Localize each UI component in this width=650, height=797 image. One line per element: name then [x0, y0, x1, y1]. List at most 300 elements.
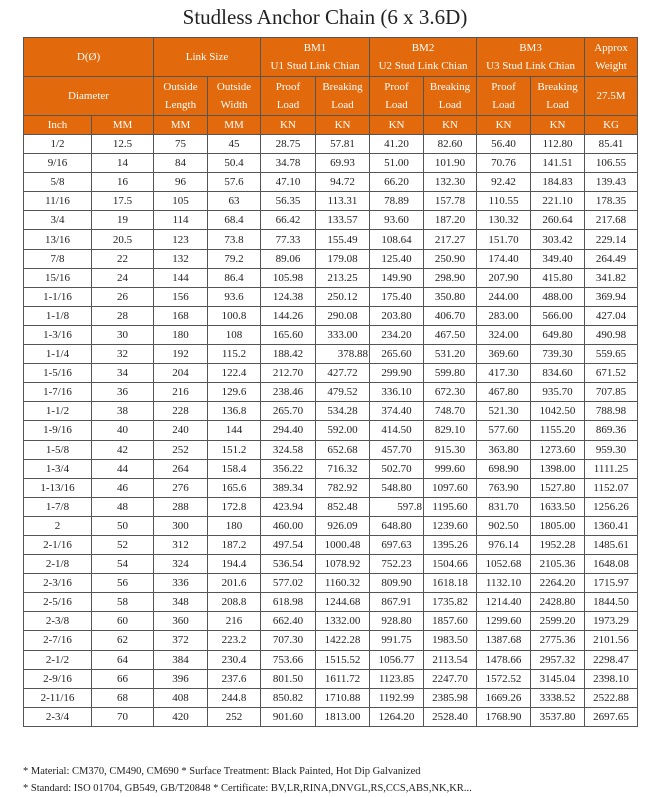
table-cell: 1844.50	[585, 593, 638, 612]
table-cell: 1983.50	[424, 631, 477, 650]
table-cell: 66.42	[261, 211, 316, 230]
table-cell: 672.30	[424, 383, 477, 402]
table-cell: 264	[154, 459, 208, 478]
table-row	[24, 249, 638, 268]
table-cell: 58	[92, 593, 154, 612]
table-cell: 2-3/4	[24, 707, 92, 726]
table-cell: 56	[92, 574, 154, 593]
table-row	[24, 650, 638, 669]
table-cell: 2428.80	[531, 593, 585, 612]
table-cell: 1-7/8	[24, 497, 92, 516]
table-cell: 172.8	[208, 497, 261, 516]
table-row	[24, 173, 638, 192]
table-cell: 234.20	[370, 325, 424, 344]
table-cell: 44	[92, 459, 154, 478]
table-row	[24, 192, 638, 211]
table-cell: 144	[154, 268, 208, 287]
table-cell: 136.8	[208, 402, 261, 421]
table-cell: 427.72	[316, 364, 370, 383]
table-cell: 378.88	[316, 345, 370, 364]
table-cell: 34	[92, 364, 154, 383]
table-cell: 360	[154, 612, 208, 631]
table-cell: 22	[92, 249, 154, 268]
table-row	[24, 345, 638, 364]
table-cell: 829.10	[424, 421, 477, 440]
table-cell: 1-5/8	[24, 440, 92, 459]
table-row	[24, 478, 638, 497]
table-cell: 336.10	[370, 383, 424, 402]
table-cell: 698.90	[477, 459, 531, 478]
table-cell: 592.00	[316, 421, 370, 440]
table-cell: 179.08	[316, 249, 370, 268]
table-cell: 28.75	[261, 135, 316, 154]
table-cell: 369.94	[585, 287, 638, 306]
table-cell: 112.80	[531, 135, 585, 154]
table-row	[24, 631, 638, 650]
table-cell: 188.42	[261, 345, 316, 364]
table-cell: 221.10	[531, 192, 585, 211]
table-cell: 294.40	[261, 421, 316, 440]
header-bm2: BM2 U2 Stud Link Chian	[370, 38, 477, 77]
table-row	[24, 421, 638, 440]
table-cell: 1813.00	[316, 707, 370, 726]
header-diameter: Diameter	[24, 77, 154, 116]
table-cell: 935.70	[531, 383, 585, 402]
table-cell: 406.70	[424, 306, 477, 325]
table-cell: 105	[154, 192, 208, 211]
table-cell: 457.70	[370, 440, 424, 459]
table-cell: 348	[154, 593, 208, 612]
table-cell: 649.80	[531, 325, 585, 344]
table-cell: 369.60	[477, 345, 531, 364]
table-cell: 1000.48	[316, 535, 370, 554]
table-cell: 217.68	[585, 211, 638, 230]
table-cell: 34.78	[261, 154, 316, 173]
table-cell: 229.14	[585, 230, 638, 249]
table-cell: 290.08	[316, 306, 370, 325]
table-cell: 867.91	[370, 593, 424, 612]
table-cell: 94.72	[316, 173, 370, 192]
table-cell: 2298.47	[585, 650, 638, 669]
table-cell: 333.00	[316, 325, 370, 344]
table-cell: 108	[208, 325, 261, 344]
table-cell: 2-5/16	[24, 593, 92, 612]
table-cell: 1299.60	[477, 612, 531, 631]
table-cell: 19	[92, 211, 154, 230]
table-cell: 300	[154, 516, 208, 535]
table-cell: 467.50	[424, 325, 477, 344]
table-cell: 374.40	[370, 402, 424, 421]
table-cell: 479.52	[316, 383, 370, 402]
table-cell: 739.30	[531, 345, 585, 364]
table-row	[24, 325, 638, 344]
table-cell: 1264.20	[370, 707, 424, 726]
table-cell: 999.60	[424, 459, 477, 478]
table-cell: 1669.26	[477, 688, 531, 707]
table-cell: 78.89	[370, 192, 424, 211]
table-cell: 2528.40	[424, 707, 477, 726]
table-cell: 707.85	[585, 383, 638, 402]
table-cell: 217.27	[424, 230, 477, 249]
table-cell: 716.32	[316, 459, 370, 478]
table-cell: 1710.88	[316, 688, 370, 707]
table-cell: 141.51	[531, 154, 585, 173]
table-cell: 531.20	[424, 345, 477, 364]
table-cell: 123	[154, 230, 208, 249]
table-cell: 559.65	[585, 345, 638, 364]
header-breaking-load: Breaking Load	[424, 77, 477, 116]
table-cell: 216	[208, 612, 261, 631]
table-cell: 521.30	[477, 402, 531, 421]
table-cell: 1478.66	[477, 650, 531, 669]
table-cell: 1-3/16	[24, 325, 92, 344]
table-row	[24, 497, 638, 516]
table-cell: 536.54	[261, 555, 316, 574]
table-cell: 2-1/2	[24, 650, 92, 669]
table-cell: 831.70	[477, 497, 531, 516]
table-cell: 213.25	[316, 268, 370, 287]
table-cell: 132.30	[424, 173, 477, 192]
table-row	[24, 306, 638, 325]
table-cell: 312	[154, 535, 208, 554]
table-cell: 45	[208, 135, 261, 154]
table-cell: 264.49	[585, 249, 638, 268]
table-row	[24, 154, 638, 173]
table-cell: 47.10	[261, 173, 316, 192]
header-bm1: BM1 U1 Stud Link Chian	[261, 38, 370, 77]
header-proof-load: Proof Load	[477, 77, 531, 116]
table-cell: 15/16	[24, 268, 92, 287]
table-cell: 852.48	[316, 497, 370, 516]
table-cell: 5/8	[24, 173, 92, 192]
table-cell: 1572.52	[477, 669, 531, 688]
table-cell: 17.5	[92, 192, 154, 211]
table-cell: 502.70	[370, 459, 424, 478]
table-row	[24, 535, 638, 554]
table-cell: 577.02	[261, 574, 316, 593]
table-cell: 763.90	[477, 478, 531, 497]
table-cell: 959.30	[585, 440, 638, 459]
table-cell: 2775.36	[531, 631, 585, 650]
table-cell: 42	[92, 440, 154, 459]
table-cell: 1214.40	[477, 593, 531, 612]
table-cell: 3145.04	[531, 669, 585, 688]
table-cell: 1160.32	[316, 574, 370, 593]
table-cell: 901.60	[261, 707, 316, 726]
table-cell: 184.83	[531, 173, 585, 192]
table-cell: 265.60	[370, 345, 424, 364]
table-cell: 54	[92, 555, 154, 574]
table-cell: 93.6	[208, 287, 261, 306]
table-cell: 66	[92, 669, 154, 688]
table-cell: 265.70	[261, 402, 316, 421]
table-cell: 1097.60	[424, 478, 477, 497]
table-cell: 64	[92, 650, 154, 669]
table-cell: 144	[208, 421, 261, 440]
table-cell: 2-3/16	[24, 574, 92, 593]
table-cell: 2264.20	[531, 574, 585, 593]
table-cell: 92.42	[477, 173, 531, 192]
table-cell: 417.30	[477, 364, 531, 383]
table-cell: 652.68	[316, 440, 370, 459]
table-cell: 2-9/16	[24, 669, 92, 688]
table-row	[24, 688, 638, 707]
table-cell: 1056.77	[370, 650, 424, 669]
table-row	[24, 516, 638, 535]
table-cell: 324.00	[477, 325, 531, 344]
table-cell: 151.2	[208, 440, 261, 459]
table-cell: 1-9/16	[24, 421, 92, 440]
table-cell: 201.6	[208, 574, 261, 593]
table-cell: 187.20	[424, 211, 477, 230]
table-cell: 250.12	[316, 287, 370, 306]
header-proof-load: Proof Load	[370, 77, 424, 116]
table-cell: 1648.08	[585, 555, 638, 574]
table-cell: 288	[154, 497, 208, 516]
table-cell: 707.30	[261, 631, 316, 650]
header-length: 27.5M	[585, 77, 638, 116]
table-cell: 1132.10	[477, 574, 531, 593]
table-cell: 96	[154, 173, 208, 192]
table-cell: 1078.92	[316, 555, 370, 574]
table-cell: 56.40	[477, 135, 531, 154]
table-cell: 70	[92, 707, 154, 726]
table-cell: 158.4	[208, 459, 261, 478]
table-cell: 303.42	[531, 230, 585, 249]
table-cell: 618.98	[261, 593, 316, 612]
table-cell: 1152.07	[585, 478, 638, 497]
table-cell: 991.75	[370, 631, 424, 650]
table-cell: 396	[154, 669, 208, 688]
table-cell: 384	[154, 650, 208, 669]
table-row	[24, 135, 638, 154]
table-cell: 408	[154, 688, 208, 707]
table-cell: 110.55	[477, 192, 531, 211]
table-cell: 850.82	[261, 688, 316, 707]
table-cell: 809.90	[370, 574, 424, 593]
table-cell: 1111.25	[585, 459, 638, 478]
table-cell: 40	[92, 421, 154, 440]
table-cell: 114	[154, 211, 208, 230]
table-cell: 84	[154, 154, 208, 173]
table-cell: 1387.68	[477, 631, 531, 650]
table-cell: 3338.52	[531, 688, 585, 707]
table-cell: 9/16	[24, 154, 92, 173]
table-cell: 66.20	[370, 173, 424, 192]
table-row	[24, 612, 638, 631]
unit-header: KN	[477, 116, 531, 135]
table-cell: 132	[154, 249, 208, 268]
table-cell: 12.5	[92, 135, 154, 154]
table-cell: 298.90	[424, 268, 477, 287]
table-cell: 753.66	[261, 650, 316, 669]
table-cell: 1398.00	[531, 459, 585, 478]
unit-header: MM	[154, 116, 208, 135]
table-cell: 276	[154, 478, 208, 497]
table-cell: 1123.85	[370, 669, 424, 688]
table-cell: 208.8	[208, 593, 261, 612]
table-cell: 52	[92, 535, 154, 554]
table-cell: 105.98	[261, 268, 316, 287]
table-row	[24, 440, 638, 459]
table-cell: 1618.18	[424, 574, 477, 593]
table-cell: 548.80	[370, 478, 424, 497]
table-cell: 3/4	[24, 211, 92, 230]
table-cell: 244.8	[208, 688, 261, 707]
table-cell: 2101.56	[585, 631, 638, 650]
table-cell: 299.90	[370, 364, 424, 383]
table-cell: 2247.70	[424, 669, 477, 688]
table-cell: 420	[154, 707, 208, 726]
unit-header: MM	[208, 116, 261, 135]
table-cell: 93.60	[370, 211, 424, 230]
unit-header: KN	[261, 116, 316, 135]
table-cell: 1239.60	[424, 516, 477, 535]
table-cell: 902.50	[477, 516, 531, 535]
table-cell: 1/2	[24, 135, 92, 154]
table-cell: 230.4	[208, 650, 261, 669]
table-cell: 389.34	[261, 478, 316, 497]
table-cell: 180	[154, 325, 208, 344]
table-cell: 2385.98	[424, 688, 477, 707]
table-cell: 216	[154, 383, 208, 402]
table-cell: 20.5	[92, 230, 154, 249]
table-cell: 113.31	[316, 192, 370, 211]
table-cell: 252	[208, 707, 261, 726]
table-cell: 180	[208, 516, 261, 535]
header-link-size: Link Size	[154, 38, 261, 77]
table-cell: 46	[92, 478, 154, 497]
table-cell: 577.60	[477, 421, 531, 440]
table-cell: 1-1/16	[24, 287, 92, 306]
table-cell: 1-7/16	[24, 383, 92, 402]
table-cell: 415.80	[531, 268, 585, 287]
table-cell: 976.14	[477, 535, 531, 554]
table-cell: 57.81	[316, 135, 370, 154]
table-cell: 662.40	[261, 612, 316, 631]
table-cell: 165.60	[261, 325, 316, 344]
header-breaking-load: Breaking Load	[316, 77, 370, 116]
table-cell: 86.4	[208, 268, 261, 287]
table-cell: 788.98	[585, 402, 638, 421]
table-cell: 57.6	[208, 173, 261, 192]
table-cell: 597.8	[370, 497, 424, 516]
table-cell: 869.36	[585, 421, 638, 440]
table-cell: 178.35	[585, 192, 638, 211]
table-cell: 187.2	[208, 535, 261, 554]
header-breaking-load: Breaking Load	[531, 77, 585, 116]
table-cell: 324	[154, 555, 208, 574]
header-bm3: BM3 U3 Stud Link Chian	[477, 38, 585, 77]
footnote-standard: * Standard: ISO 01704, GB549, GB/T20848 * Certificate: BV,LR,RINA,DNVGL,RS,CCS,ABS,NK,KR...	[23, 783, 472, 794]
table-cell: 341.82	[585, 268, 638, 287]
table-cell: 2-3/8	[24, 612, 92, 631]
table-cell: 928.80	[370, 612, 424, 631]
table-cell: 139.43	[585, 173, 638, 192]
table-cell: 1611.72	[316, 669, 370, 688]
table-cell: 168	[154, 306, 208, 325]
table-cell: 1052.68	[477, 555, 531, 574]
table-cell: 697.63	[370, 535, 424, 554]
table-cell: 336	[154, 574, 208, 593]
table-cell: 106.55	[585, 154, 638, 173]
table-cell: 36	[92, 383, 154, 402]
table-cell: 2697.65	[585, 707, 638, 726]
table-cell: 1504.66	[424, 555, 477, 574]
table-cell: 283.00	[477, 306, 531, 325]
table-cell: 1485.61	[585, 535, 638, 554]
table-cell: 1256.26	[585, 497, 638, 516]
table-row	[24, 287, 638, 306]
table-cell: 60	[92, 612, 154, 631]
unit-header: KN	[370, 116, 424, 135]
table-cell: 467.80	[477, 383, 531, 402]
table-cell: 175.40	[370, 287, 424, 306]
table-cell: 1805.00	[531, 516, 585, 535]
table-cell: 194.4	[208, 555, 261, 574]
table-cell: 165.6	[208, 478, 261, 497]
table-cell: 252	[154, 440, 208, 459]
unit-header: KN	[531, 116, 585, 135]
unit-header: KG	[585, 116, 638, 135]
table-cell: 2	[24, 516, 92, 535]
table-cell: 1-5/16	[24, 364, 92, 383]
table-cell: 82.60	[424, 135, 477, 154]
table-row	[24, 211, 638, 230]
table-cell: 174.40	[477, 249, 531, 268]
table-cell: 350.80	[424, 287, 477, 306]
table-cell: 363.80	[477, 440, 531, 459]
table-cell: 14	[92, 154, 154, 173]
table-cell: 16	[92, 173, 154, 192]
table-cell: 748.70	[424, 402, 477, 421]
table-cell: 2-7/16	[24, 631, 92, 650]
table-cell: 156	[154, 287, 208, 306]
table-cell: 151.70	[477, 230, 531, 249]
table-cell: 203.80	[370, 306, 424, 325]
header-proof-load: Proof Load	[261, 77, 316, 116]
table-cell: 62	[92, 631, 154, 650]
table-cell: 2113.54	[424, 650, 477, 669]
unit-header: Inch	[24, 116, 92, 135]
table-cell: 1195.60	[424, 497, 477, 516]
table-cell: 1-13/16	[24, 478, 92, 497]
table-row	[24, 268, 638, 287]
table-cell: 75	[154, 135, 208, 154]
table-cell: 2522.88	[585, 688, 638, 707]
table-cell: 85.41	[585, 135, 638, 154]
table-cell: 89.06	[261, 249, 316, 268]
table-cell: 460.00	[261, 516, 316, 535]
table-cell: 125.40	[370, 249, 424, 268]
table-cell: 2105.36	[531, 555, 585, 574]
table-row	[24, 402, 638, 421]
table-cell: 2398.10	[585, 669, 638, 688]
table-cell: 3537.80	[531, 707, 585, 726]
table-cell: 124.38	[261, 287, 316, 306]
table-cell: 1-1/2	[24, 402, 92, 421]
table-cell: 237.6	[208, 669, 261, 688]
table-row	[24, 230, 638, 249]
table-row	[24, 383, 638, 402]
table-cell: 204	[154, 364, 208, 383]
table-cell: 414.50	[370, 421, 424, 440]
table-cell: 1973.29	[585, 612, 638, 631]
table-cell: 566.00	[531, 306, 585, 325]
table-cell: 38	[92, 402, 154, 421]
table-cell: 32	[92, 345, 154, 364]
table-cell: 41.20	[370, 135, 424, 154]
